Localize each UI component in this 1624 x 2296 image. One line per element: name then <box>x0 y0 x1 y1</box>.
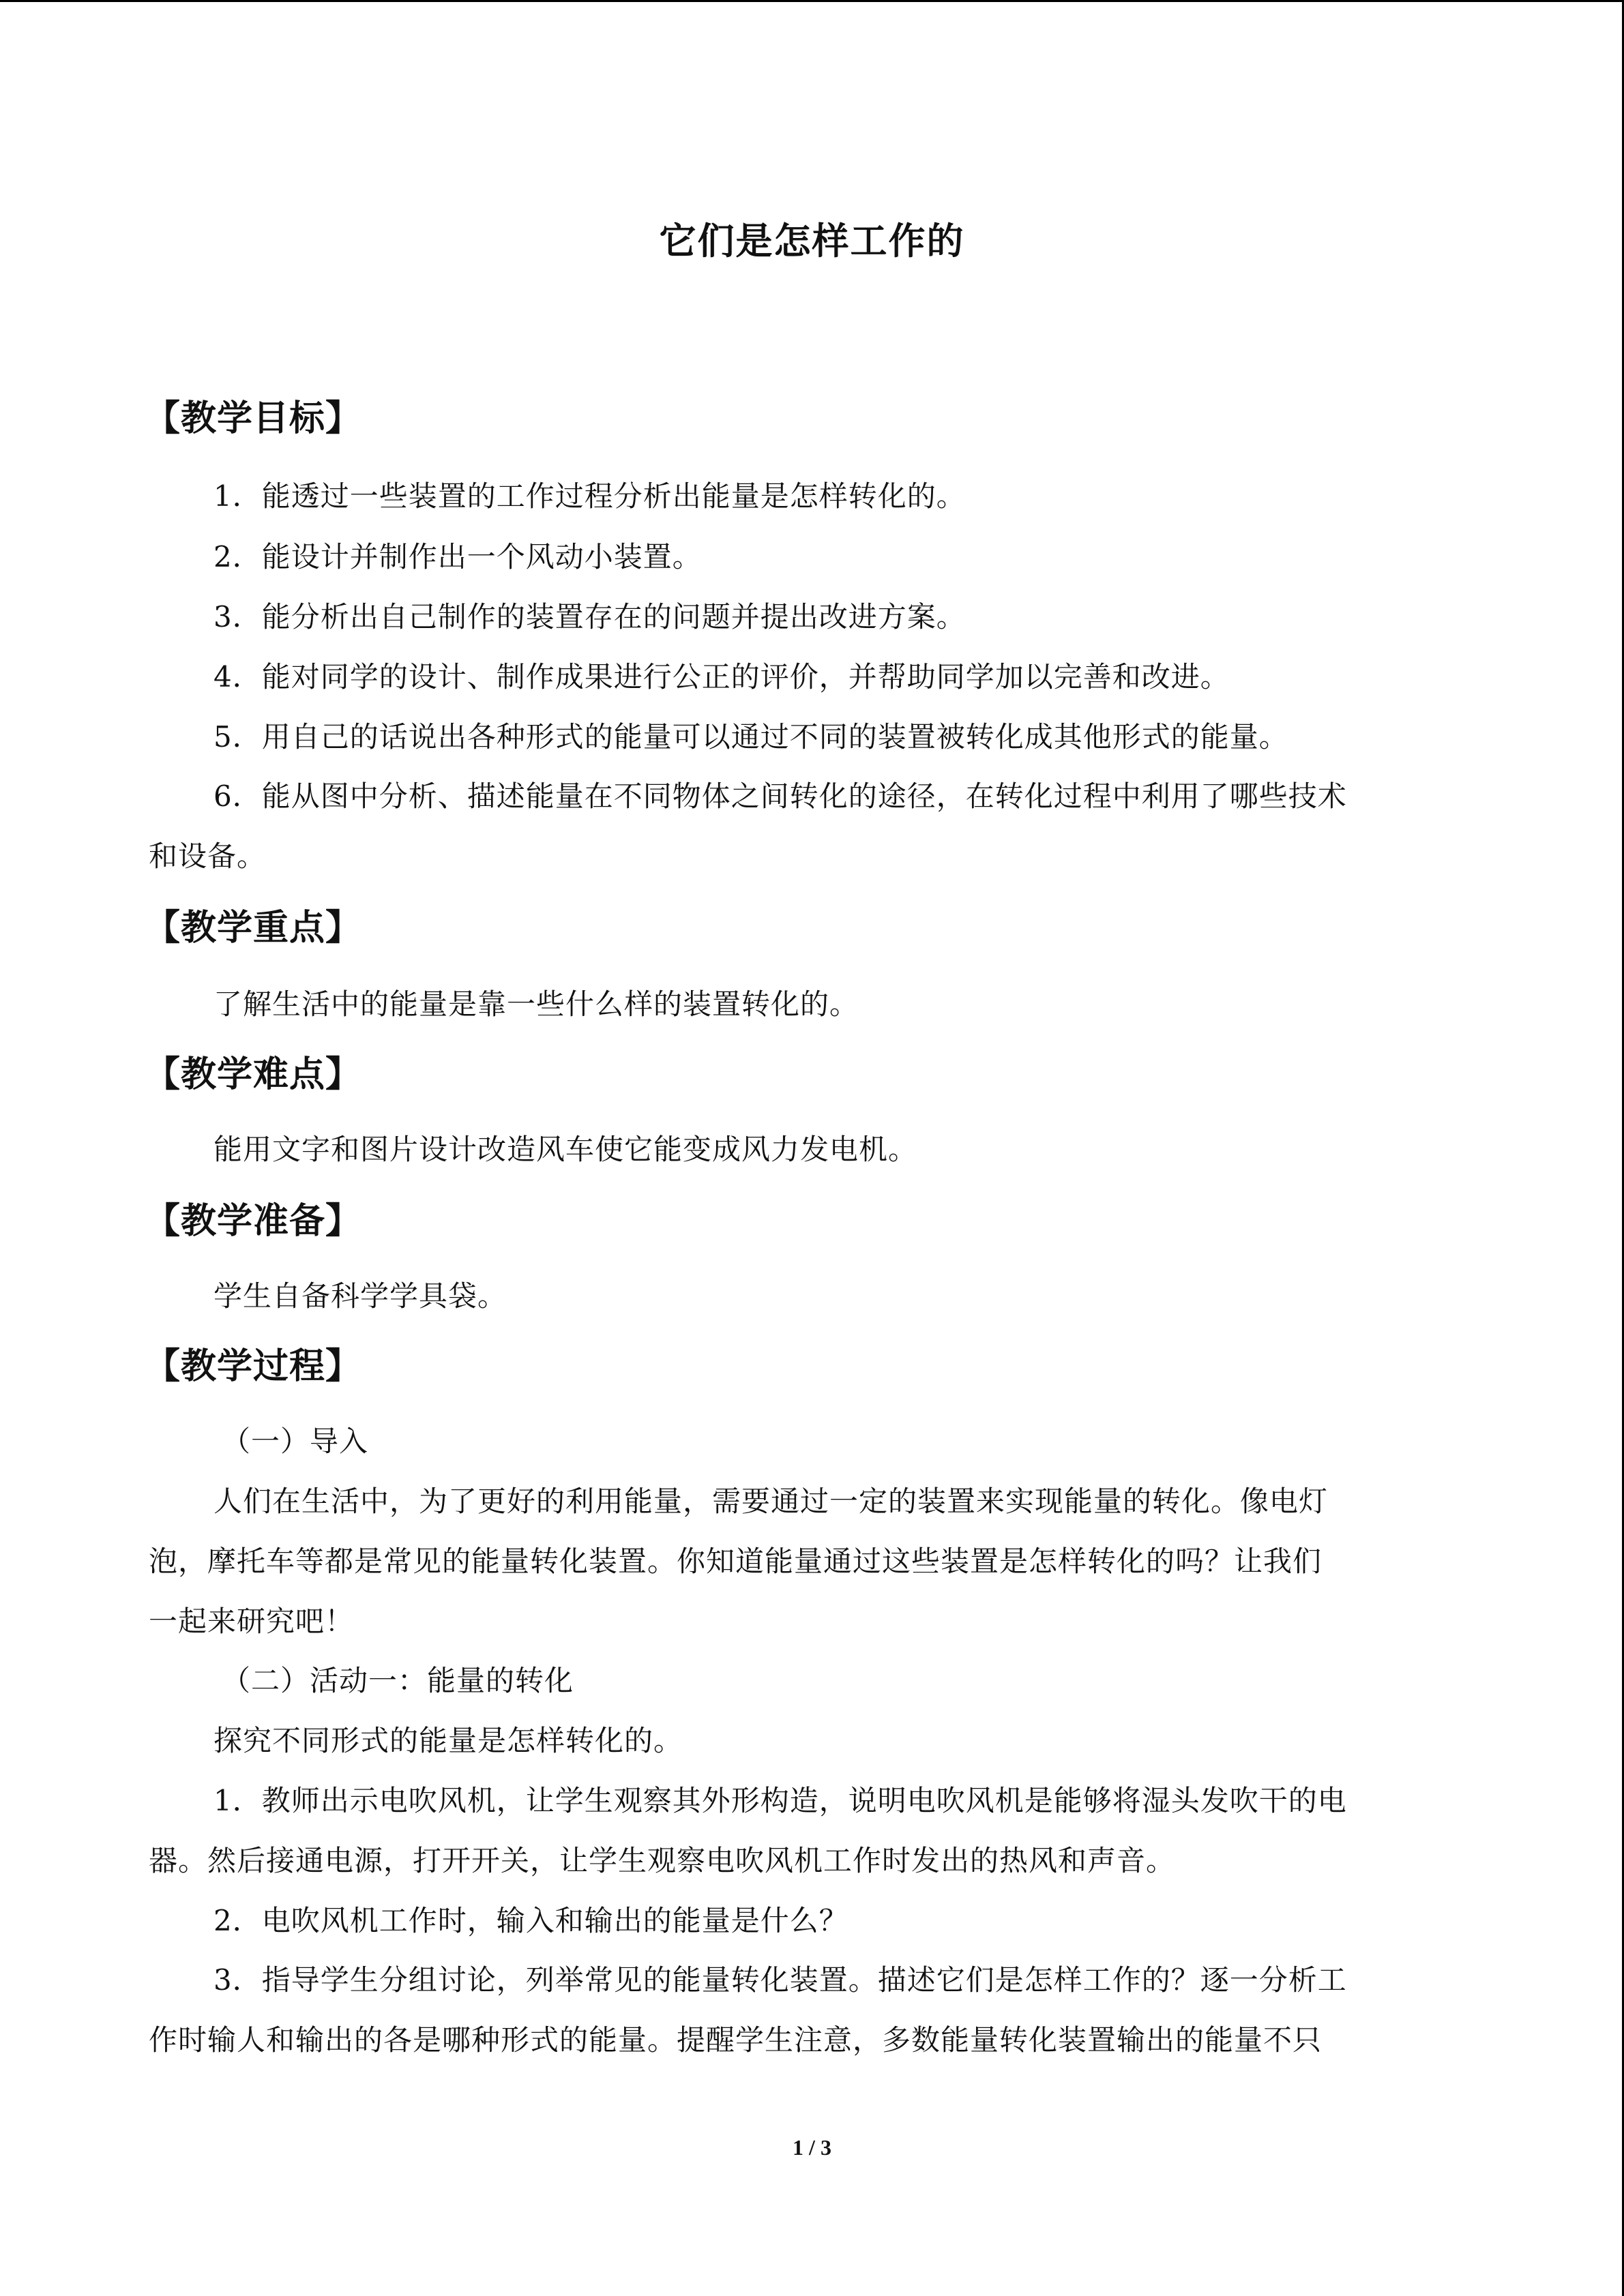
process-line: 器。然后接通电源，打开开关，让学生观察电吹风机工作时发出的热风和声音。 <box>149 1844 1176 1877</box>
process-line: 作时输人和输出的各是哪种形式的能量。提醒学生注意，多数能量转化装置输出的能量不只 <box>149 2023 1323 2057</box>
key-point-line: 了解生活中的能量是靠一些什么样的装置转化的。 <box>213 987 859 1021</box>
heading-difficulties: 【教学难点】 <box>145 1054 362 1095</box>
process-line: 泡，摩托车等都是常见的能量转化装置。你知道能量通过这些装置是怎样转化的吗？让我们 <box>149 1545 1323 1578</box>
heading-process: 【教学过程】 <box>145 1346 362 1387</box>
process-subheading-activity: （二）活动一：能量的转化 <box>222 1664 574 1697</box>
objective-line-1: 1．能透过一些装置的工作过程分析出能量是怎样转化的。 <box>213 479 966 513</box>
objective-line-6: 6．能从图中分析、描述能量在不同物体之间转化的途径，在转化过程中利用了哪些技术 <box>213 779 1347 813</box>
objective-line-5: 5．用自己的话说出各种形式的能量可以通过不同的装置被转化成其他形式的能量。 <box>213 720 1288 754</box>
process-line: 1．教师出示电吹风机，让学生观察其外形构造，说明电吹风机是能够将湿头发吹干的电 <box>213 1784 1347 1817</box>
objective-line-6-cont: 和设备。 <box>149 839 267 873</box>
document-title: 它们是怎样工作的 <box>659 220 965 263</box>
objective-line-3: 3．能分析出自己制作的装置存在的问题并提出改进方案。 <box>213 600 966 633</box>
objective-line-2: 2．能设计并制作出一个风动小装置。 <box>213 540 702 573</box>
heading-preparation: 【教学准备】 <box>145 1201 362 1242</box>
preparation-line: 学生自备科学学具袋。 <box>213 1279 507 1313</box>
difficulty-line: 能用文字和图片设计改造风车使它能变成风力发电机。 <box>213 1133 918 1166</box>
process-line: 2．电吹风机工作时，输入和输出的能量是什么？ <box>213 1904 848 1937</box>
process-line: 一起来研究吧！ <box>149 1605 355 1638</box>
objective-line-4: 4．能对同学的设计、制作成果进行公正的评价，并帮助同学加以完善和改进。 <box>213 660 1230 694</box>
process-line: 探究不同形式的能量是怎样转化的。 <box>213 1724 683 1757</box>
process-line: 3．指导学生分组讨论，列举常见的能量转化装置。描述它们是怎样工作的？逐一分析工 <box>213 1963 1347 1997</box>
process-line: 人们在生活中，为了更好的利用能量，需要通过一定的装置来实现能量的转化。像电灯 <box>213 1485 1329 1518</box>
page-number: 1 / 3 <box>793 2135 831 2160</box>
heading-objectives: 【教学目标】 <box>145 398 362 439</box>
heading-key-points: 【教学重点】 <box>145 908 362 949</box>
process-subheading-intro: （一）导入 <box>222 1425 369 1458</box>
